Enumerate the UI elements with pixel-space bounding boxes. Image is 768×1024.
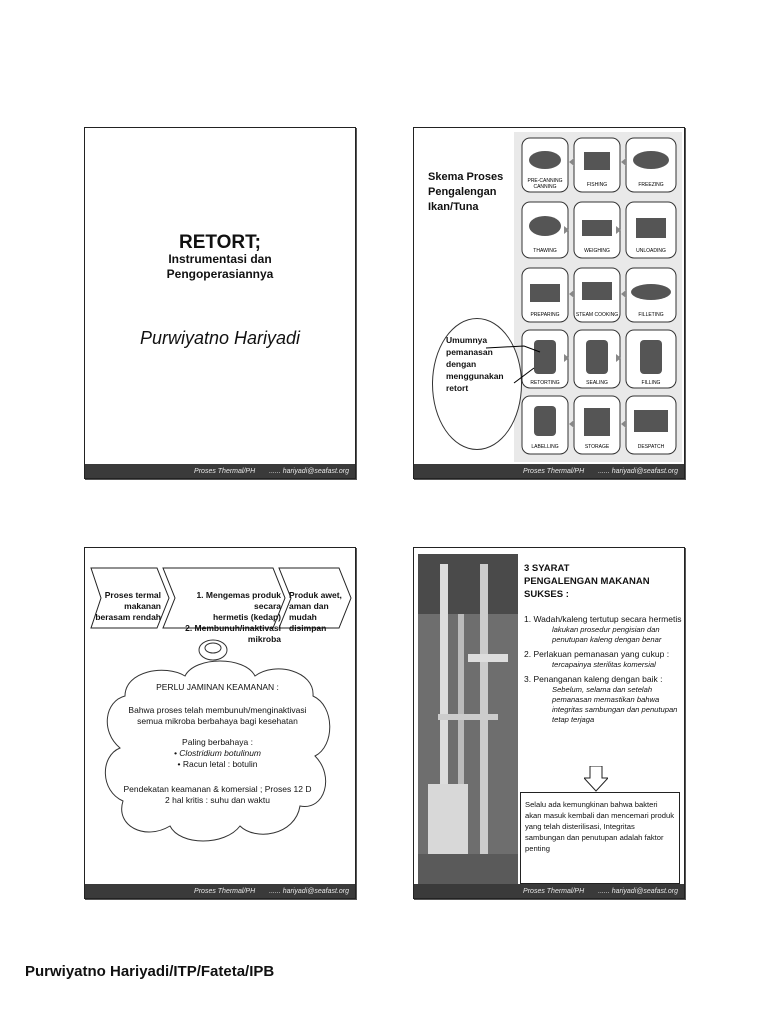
callout-line: dengan bbox=[446, 359, 477, 369]
retort-photo bbox=[418, 554, 518, 884]
requirement-detail: lakukan prosedur pengisian dan penutupan kaleng dengan benar bbox=[552, 625, 662, 644]
step-label: WEIGHING bbox=[584, 248, 610, 254]
title-line: Ikan/Tuna bbox=[428, 201, 479, 213]
chevron-line: Produk awet, bbox=[289, 590, 342, 600]
callout-arrow-icon bbox=[484, 338, 544, 388]
slide-footer bbox=[414, 884, 684, 898]
step-label: STORAGE bbox=[584, 444, 610, 450]
cloud-line: semua mikroba berbahaya bagi kesehatan bbox=[137, 716, 298, 726]
cloud-content bbox=[115, 682, 320, 806]
step-label: PREPARING bbox=[530, 312, 560, 318]
chevron-line: 2. Membunuh/inaktivasi mikroba bbox=[185, 623, 281, 644]
slide-3 bbox=[84, 547, 356, 899]
chevron-line: aman dan mudah bbox=[289, 601, 329, 622]
heading-line: 3 SYARAT bbox=[524, 563, 570, 574]
step-label: FISHING bbox=[586, 182, 608, 188]
cloud-line: Paling berbahaya : bbox=[182, 737, 253, 747]
requirement-item: 1. Wadah/kaleng tertutup secara hermetis bbox=[524, 614, 682, 624]
page-author-footer: Purwiyatno Hariyadi/ITP/Fateta/IPB bbox=[25, 963, 275, 980]
slide-title: RETORT; bbox=[179, 232, 261, 253]
cloud-line: Pendekatan keamanan & komersial ; Proses 12 D bbox=[123, 784, 312, 794]
heading-line: PENGALENGAN MAKANAN SUKSES : bbox=[524, 576, 650, 600]
slide-footer bbox=[85, 884, 355, 898]
cloud-line: • Racun letal : botulin bbox=[177, 759, 258, 769]
slide-1 bbox=[84, 127, 356, 479]
subtitle-line: Instrumentasi dan bbox=[168, 252, 272, 266]
title-line: Skema Proses bbox=[428, 171, 504, 183]
step-label: DESPATCH bbox=[637, 444, 665, 450]
callout-line: retort bbox=[446, 383, 469, 393]
author-name: Purwiyatno Hariyadi bbox=[139, 328, 301, 348]
title-line: Pengalengan bbox=[428, 186, 497, 198]
chevron-line: disimpan bbox=[289, 623, 327, 633]
footer-right: ...... hariyadi@seafast.org bbox=[269, 887, 349, 895]
cloud-heading: PERLU JAMINAN KEAMANAN : bbox=[156, 682, 279, 692]
footer-left: Proses Thermal/PH bbox=[194, 887, 256, 895]
requirement-detail: tercapainya sterilitas komersial bbox=[552, 660, 656, 669]
step-label: STEAM COOKING bbox=[575, 312, 619, 318]
footer-right: ...... hariyadi@seafast.org bbox=[598, 887, 678, 895]
requirements-list bbox=[524, 614, 682, 729]
step-label: CANNING bbox=[533, 184, 557, 190]
cloud-line: • Clostridium botulinum bbox=[173, 748, 262, 758]
chevron-input bbox=[95, 590, 161, 623]
footer-left: Proses Thermal/PH bbox=[194, 467, 256, 475]
subtitle-line: Pengoperasiannya bbox=[166, 267, 274, 281]
chevron-line: 1. Mengemas produk secara bbox=[196, 590, 281, 611]
footer-right: ...... hariyadi@seafast.org bbox=[269, 467, 349, 475]
chevron-line: hermetis (kedap) bbox=[212, 612, 281, 622]
step-label: FILLETING bbox=[638, 312, 664, 318]
slide-4 bbox=[413, 547, 685, 899]
requirement-detail: Sebelum, selama dan setelah pemanasan memastikan bahwa integritas sambungan dan penutupan tetap terjaga bbox=[552, 685, 678, 724]
footer-left: Proses Thermal/PH bbox=[523, 887, 585, 895]
slide-heading bbox=[524, 562, 679, 601]
footer-right: ...... hariyadi@seafast.org bbox=[598, 467, 678, 475]
callout-line: menggunakan bbox=[446, 371, 504, 381]
chevron-line: berasam rendah bbox=[95, 612, 161, 622]
step-label: PRE-CANNING bbox=[527, 178, 563, 184]
slide-subtitle bbox=[85, 252, 355, 282]
down-arrow-icon bbox=[584, 766, 608, 792]
step-label: UNLOADING bbox=[636, 248, 666, 254]
slide-title bbox=[428, 170, 518, 215]
canning-process-illustration bbox=[514, 132, 682, 462]
note-box: Selalu ada kemungkinan bahwa bakteri akan masuk kembali dan mencemari produk yang telah disterilisasi, Integritas sambungan dan penutupan adalah faktor penting bbox=[520, 792, 680, 884]
step-label: FILLING bbox=[641, 380, 661, 386]
slide-footer bbox=[414, 464, 684, 478]
slide-2 bbox=[413, 127, 685, 479]
chevron-output bbox=[289, 590, 351, 634]
step-label: THAWING bbox=[533, 248, 557, 254]
requirement-item: 3. Penanganan kaleng dengan baik : bbox=[524, 674, 663, 684]
cloud-line: 2 hal kritis : suhu dan waktu bbox=[165, 795, 270, 805]
step-label: SEALING bbox=[586, 380, 608, 386]
footer-left: Proses Thermal/PH bbox=[523, 467, 585, 475]
step-label: FREEZING bbox=[638, 182, 664, 188]
callout-line: pemanasan bbox=[446, 347, 493, 357]
chevron-line: makanan bbox=[124, 601, 161, 611]
step-label: RETORTING bbox=[530, 380, 560, 386]
requirement-item: 2. Perlakuan pemanasan yang cukup : bbox=[524, 649, 670, 659]
slide-footer bbox=[85, 464, 355, 478]
step-label: LABELLING bbox=[531, 444, 559, 450]
chevron-line: Proses termal bbox=[104, 590, 161, 600]
cloud-line: Bahwa proses telah membunuh/menginaktivasi bbox=[128, 705, 307, 715]
callout-line: Umumnya bbox=[446, 335, 488, 345]
